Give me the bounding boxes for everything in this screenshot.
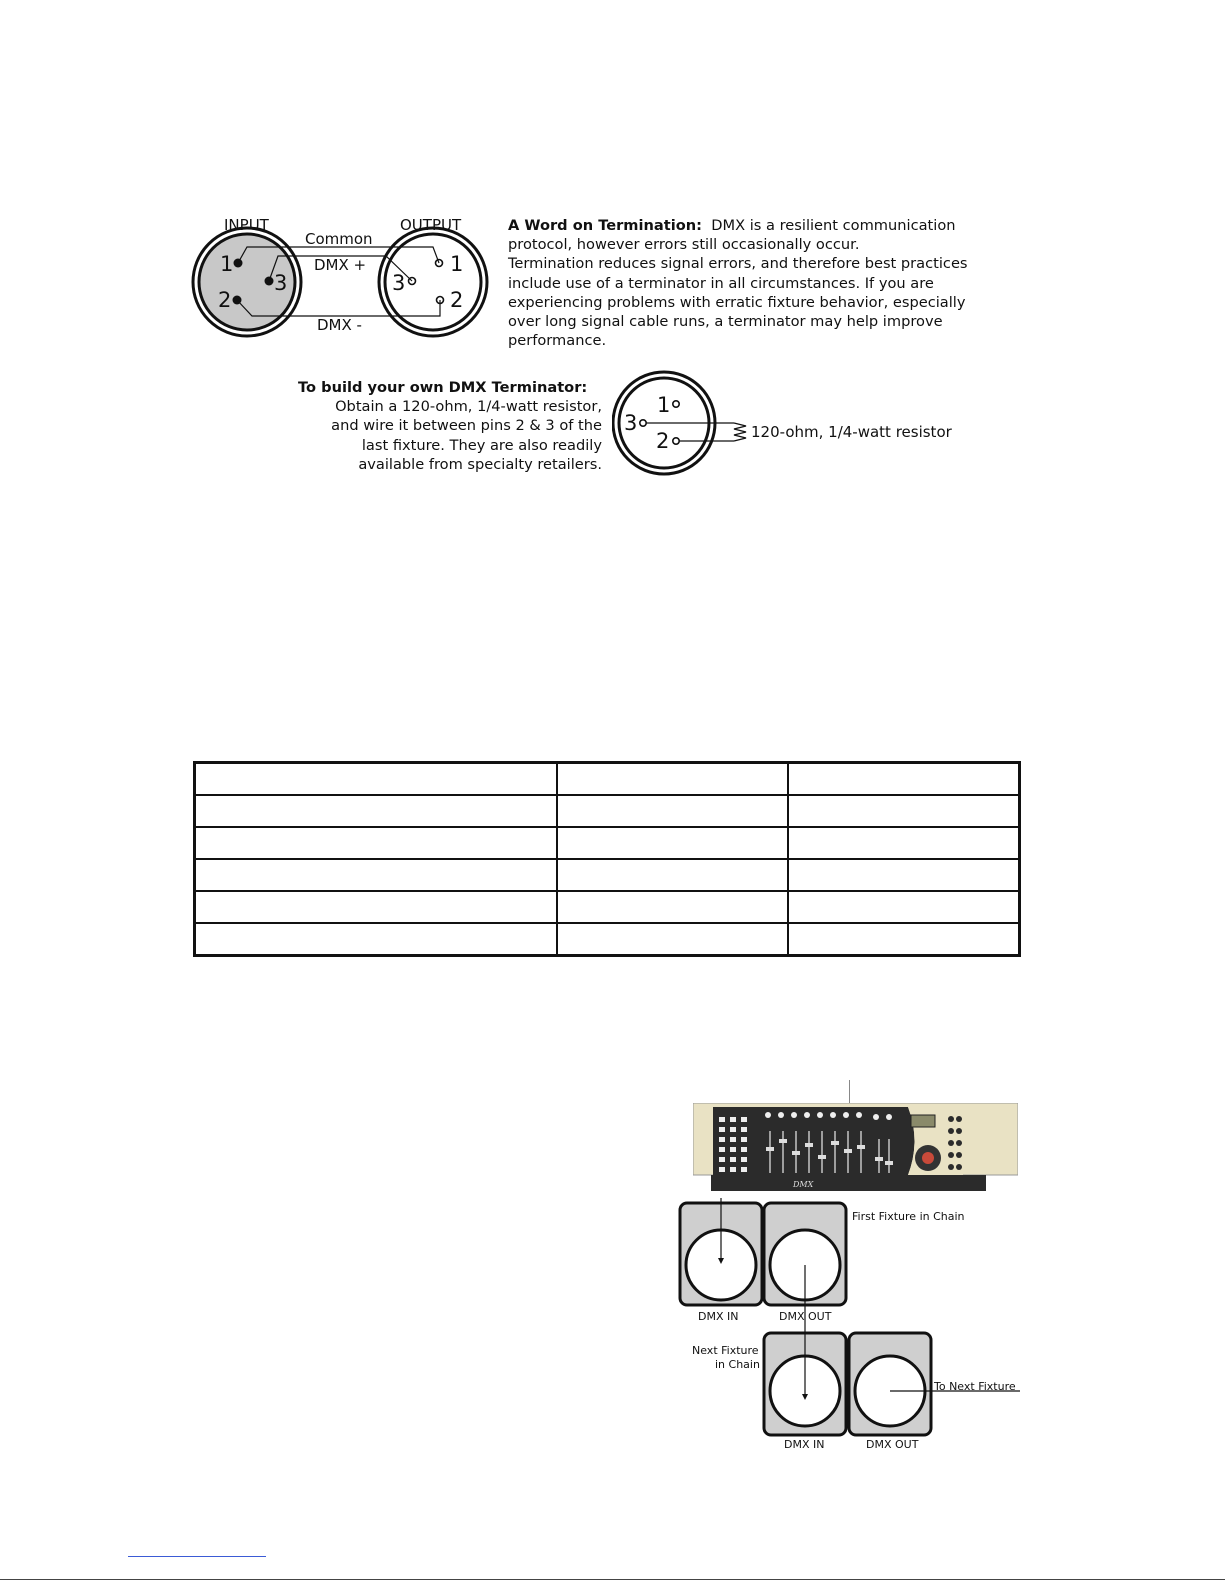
- next-fixture-label-line2: in Chain: [715, 1358, 760, 1371]
- table-cell: [557, 923, 788, 956]
- table-cell: [788, 891, 1020, 923]
- dmx-plus-label: DMX +: [314, 256, 367, 274]
- resistor-zigzag: [734, 423, 746, 441]
- first-dmx-in-label: DMX IN: [698, 1310, 739, 1323]
- next-fixture-label-line1: Next Fixture: [692, 1344, 759, 1357]
- dmx-minus-label: DMX -: [317, 316, 362, 334]
- table-cell: [788, 923, 1020, 956]
- table-row: [195, 923, 1020, 956]
- table-row: [195, 891, 1020, 923]
- input-pin-2-label: 2: [218, 288, 232, 312]
- next-dmx-out-label: DMX OUT: [866, 1438, 919, 1451]
- table-row: [195, 827, 1020, 859]
- output-pin-1-label: 1: [450, 252, 464, 276]
- termination-intro: DMX is a resilient communication: [711, 217, 956, 234]
- terminator-pin-2: [673, 438, 679, 444]
- next-dmx-in-label: DMX IN: [784, 1438, 825, 1451]
- controller-joystick: [922, 1152, 934, 1164]
- termination-first-line: [508, 216, 1008, 235]
- resistor-label: 120-ohm, 1/4-watt resistor: [751, 423, 952, 441]
- output-label: OUTPUT: [400, 216, 462, 234]
- table-row: [195, 795, 1020, 827]
- table-cell: [195, 763, 558, 796]
- controller-base: [711, 1175, 986, 1191]
- spec-table: [193, 761, 1021, 957]
- table-cell: [195, 923, 558, 956]
- controller-lcd: [911, 1115, 935, 1127]
- to-next-fixture-label: To Next Fixture: [934, 1380, 1016, 1393]
- termination-line: experiencing problems with erratic fixture behavior, especially: [508, 293, 966, 311]
- controller-pointer-line: [849, 1080, 850, 1104]
- table-cell: [557, 827, 788, 859]
- table-cell: [195, 827, 558, 859]
- termination-line: performance.: [508, 332, 607, 350]
- termination-line: Termination reduces signal errors, and therefore best practices: [508, 255, 968, 273]
- first-fixture-label: First Fixture in Chain: [852, 1210, 965, 1223]
- table-cell: [195, 891, 558, 923]
- input-label: INPUT: [224, 216, 269, 234]
- table-cell: [557, 795, 788, 827]
- table-cell: [195, 859, 558, 891]
- controller-brand-text: DMX: [793, 1180, 814, 1189]
- terminator-pin-1: [673, 401, 679, 407]
- table-cell: [557, 891, 788, 923]
- terminator-pin-2-label: 2: [656, 429, 670, 453]
- terminator-line: last fixture. They are also readily: [361, 436, 602, 454]
- footer-rule: [0, 1579, 1225, 1580]
- table-row: [195, 859, 1020, 891]
- terminator-heading: To build your own DMX Terminator:: [298, 379, 588, 396]
- dmx-controller-image: [693, 1103, 1018, 1193]
- termination-line: over long signal cable runs, a terminator may help improve: [508, 313, 943, 331]
- terminator-pin-3-label: 3: [624, 411, 638, 435]
- terminator-instructions: [282, 378, 602, 474]
- terminator-line: available from specialty retailers.: [358, 455, 602, 473]
- termination-heading: A Word on Termination:: [508, 217, 702, 234]
- input-pin-3-label: 3: [274, 271, 288, 295]
- table-cell: [788, 859, 1020, 891]
- footer-link-underline[interactable]: [128, 1556, 266, 1557]
- termination-paragraph: [508, 216, 1008, 350]
- termination-line: include use of a terminator in all circumstances. If you are: [508, 274, 934, 292]
- table-cell: [788, 827, 1020, 859]
- terminator-line: and wire it between pins 2 & 3 of the: [331, 417, 602, 435]
- table-cell: [195, 795, 558, 827]
- table-cell: [788, 795, 1020, 827]
- table-cell: [788, 763, 1020, 796]
- table-cell: [557, 763, 788, 796]
- table-cell: [557, 859, 788, 891]
- output-pin-3-label: 3: [392, 271, 406, 295]
- table-row: [195, 763, 1020, 796]
- termination-line: protocol, however errors still occasionally occur.: [508, 236, 860, 254]
- first-dmx-out-label: DMX OUT: [779, 1310, 832, 1323]
- common-label: Common: [305, 230, 373, 248]
- terminator-pin-1-label: 1: [657, 393, 671, 417]
- output-pin-2-label: 2: [450, 288, 464, 312]
- terminator-pin-3: [640, 420, 646, 426]
- terminator-line: Obtain a 120-ohm, 1/4-watt resistor,: [335, 398, 602, 416]
- input-pin-1-label: 1: [220, 252, 234, 276]
